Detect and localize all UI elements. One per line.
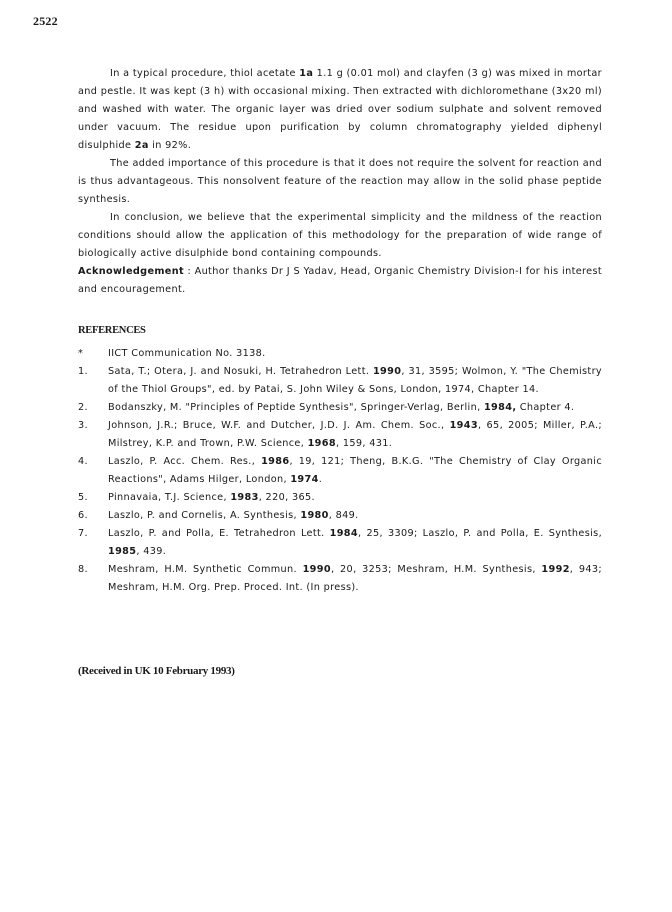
compound-label: 2a — [134, 140, 149, 151]
reference-year: 1986 — [261, 456, 290, 467]
reference-year: 1983 — [230, 492, 259, 503]
paragraph-text: in 92%. — [148, 140, 192, 151]
reference-number: 2. — [78, 402, 88, 413]
reference-item — [78, 345, 602, 363]
reference-segment: IICT Communication No. 3138. — [108, 348, 266, 359]
reference-segment: , 19, 121; Theng, B.K.G. "The Chemistry of Clay Organic Reactions", Adams Hilger, London, — [108, 456, 602, 485]
reference-number: 4. — [78, 456, 88, 467]
reference-segment: Bodanszky, M. "Principles of Peptide Synthesis", Springer-Verlag, Berlin, — [108, 402, 484, 413]
reference-segment: Pinnavaia, T.J. Science, — [108, 492, 231, 503]
reference-segment: , 439. — [136, 546, 167, 557]
reference-segment: . — [318, 474, 323, 485]
reference-segment: Sata, T.; Otera, J. and Nosuki, H. Tetrahedron Lett. — [108, 366, 373, 377]
reference-year: 1990 — [372, 366, 402, 377]
reference-text — [108, 399, 602, 417]
reference-text — [108, 489, 602, 507]
reference-segment: , 849. — [328, 510, 359, 521]
references-list — [78, 345, 602, 597]
reference-number: * — [78, 348, 84, 359]
reference-item — [78, 363, 602, 399]
reference-item — [78, 489, 602, 507]
reference-item — [78, 561, 602, 597]
reference-segment: , 25, 3309; Laszlo, P. and Polla, E. Synthesis, — [358, 528, 602, 539]
reference-number: 1. — [78, 366, 88, 377]
reference-number: 8. — [78, 564, 88, 575]
reference-year: 1980 — [300, 510, 329, 521]
reference-number: 3. — [78, 420, 88, 431]
paragraph-conclusion: In conclusion, we believe that the experimental simplicity and the mildness of the reaction conditions should allow the application of this methodology for the preparation of wide range of biologically active disulphide bond containing compounds. — [78, 212, 602, 259]
reference-text — [108, 417, 602, 453]
reference-year: 1968 — [307, 438, 336, 449]
reference-text — [108, 363, 602, 399]
acknowledgement-text: : Author thanks Dr J S Yadav, Head, Organic Chemistry Division-I for his interest and encouragement. — [78, 266, 602, 295]
page-number: 2522 — [33, 14, 58, 28]
reference-segment: , 220, 365. — [258, 492, 315, 503]
body-text — [78, 65, 602, 299]
reference-text — [108, 525, 602, 561]
reference-year: 1984, — [483, 402, 517, 413]
reference-text — [108, 561, 602, 597]
reference-segment: Laszlo, P. and Cornelis, A. Synthesis, — [108, 510, 301, 521]
reference-segment: Chapter 4. — [516, 402, 575, 413]
acknowledgement-label: Acknowledgement — [78, 266, 184, 277]
paragraph-importance: The added importance of this procedure is that it does not require the solvent for reaction and is thus advantageous. This nonsolvent feature of the reaction may allow in the solid phase peptide synthesis. — [78, 158, 602, 205]
acknowledgement — [78, 263, 602, 299]
reference-year: 1990 — [302, 564, 331, 575]
reference-year: 1985 — [108, 546, 137, 557]
reference-item — [78, 453, 602, 489]
reference-segment: , 943; Meshram, H.M. Org. Prep. Proced. Int. (In press). — [108, 564, 603, 593]
reference-year: 1984 — [329, 528, 358, 539]
reference-year: 1943 — [449, 420, 478, 431]
reference-text — [108, 507, 602, 525]
reference-number: 5. — [78, 492, 88, 503]
reference-text — [108, 453, 602, 489]
reference-segment: , 20, 3253; Meshram, H.M. Synthesis, — [330, 564, 542, 575]
reference-segment: , 31, 3595; Wolmon, Y. "The Chemistry of the Thiol Groups", ed. by Patai, S. John Wiley & Sons, London, 1974, Chapter 14. — [108, 366, 602, 395]
reference-year: 1992 — [541, 564, 570, 575]
reference-segment: Johnson, J.R.; Bruce, W.F. and Dutcher, J.D. J. Am. Chem. Soc., — [108, 420, 450, 431]
reference-text — [108, 345, 602, 363]
paragraph-text: 1.1 g (0.01 mol) and clayfen (3 g) was mixed in mortar and pestle. It was kept (3 h) with occasional mixing. Then extracted with dichloromethane (3x20 ml) and washed with water. The organic layer was dried over sodium sulphate and solvent removed under vacuum. The residue upon purification by column chromatography yielded diphenyl disulphide — [78, 68, 603, 151]
reference-item — [78, 399, 602, 417]
received-date: (Received in UK 10 February 1993) — [78, 665, 235, 677]
reference-number: 6. — [78, 510, 88, 521]
reference-item — [78, 507, 602, 525]
compound-label: 1a — [299, 68, 314, 79]
reference-segment: Laszlo, P. and Polla, E. Tetrahedron Lett. — [108, 528, 330, 539]
paragraph-text: In a typical procedure, thiol acetate — [110, 68, 300, 79]
reference-number: 7. — [78, 528, 88, 539]
paragraph-procedure — [78, 65, 602, 155]
reference-item — [78, 417, 602, 453]
reference-item — [78, 525, 602, 561]
reference-segment: , 65, 2005; Miller, P.A.; Milstrey, K.P. and Trown, P.W. Science, — [108, 420, 602, 449]
reference-year: 1974 — [290, 474, 319, 485]
reference-segment: Laszlo, P. Acc. Chem. Res., — [108, 456, 262, 467]
references-heading: REFERENCES — [78, 325, 146, 336]
reference-segment: Meshram, H.M. Synthetic Commun. — [108, 564, 303, 575]
reference-segment: , 159, 431. — [335, 438, 393, 449]
